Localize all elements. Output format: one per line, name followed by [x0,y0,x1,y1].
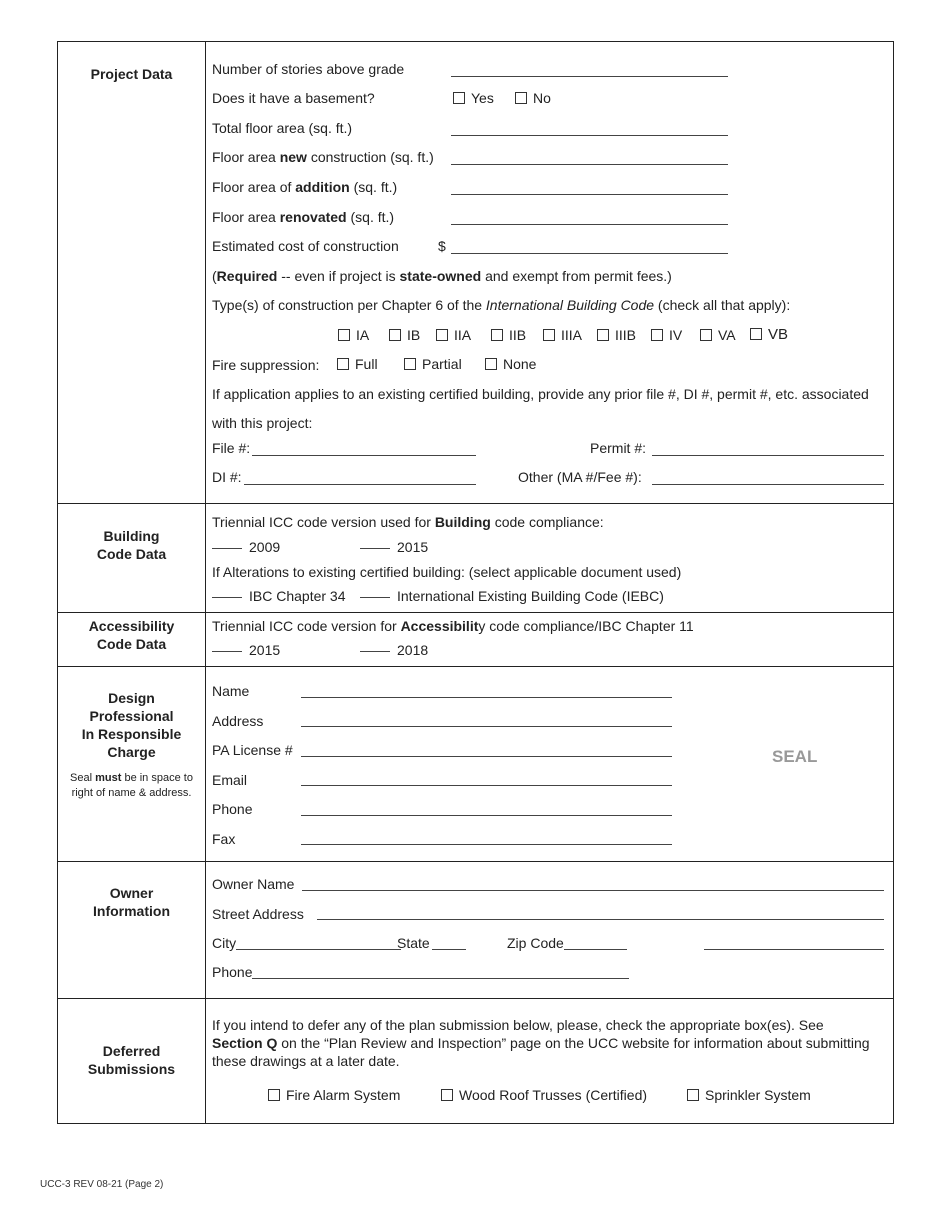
iebc-option[interactable]: International Existing Building Code (IEBC) [360,588,664,604]
designer-email-label: Email [212,772,248,788]
ucc-form [57,41,894,1124]
designer-name-field[interactable] [301,697,672,698]
required-note: (Required -- even if project is state-owned and exempt from permit fees.) [212,268,672,284]
checkbox-icon[interactable] [491,329,503,341]
owner-phone-label: Phone [212,964,253,980]
cost-field[interactable] [451,253,728,254]
checkbox-icon[interactable] [441,1089,453,1101]
designer-phone-label: Phone [212,801,253,817]
fire-none-option[interactable]: None [485,356,536,372]
form-footer: UCC-3 REV 08-21 (Page 2) [40,1179,164,1190]
basement-label: Does it have a basement? [212,90,375,106]
design-professional-label: Design Professional In Responsible Charge Seal must be in space to right of name & address. [58,667,206,861]
total-area-label: Total floor area (sq. ft.) [212,120,353,136]
blank-line[interactable] [212,548,242,549]
checkbox-icon[interactable] [485,358,497,370]
type-vb-option[interactable]: VB [750,326,788,343]
checkbox-icon[interactable] [750,328,762,340]
zip-code-field[interactable] [564,949,627,950]
designer-phone-field[interactable] [301,815,672,816]
deferred-text-2: Section Q on the “Plan Review and Inspection” page on the UCC website for information about submitting [212,1035,870,1051]
renovated-area-field[interactable] [451,224,728,225]
deferred-text-1: If you intend to defer any of the plan submission below, please, check the appropriate box(es). See [212,1017,824,1033]
owner-name-label: Owner Name [212,876,295,892]
construction-type-label: Type(s) of construction per Chapter 6 of the International Building Code (check all that apply): [212,297,791,313]
stories-label: Number of stories above grade [212,61,405,77]
basement-no-option[interactable]: No [515,90,551,106]
type-iia-option[interactable]: IIA [436,327,471,343]
blank-line[interactable] [360,548,390,549]
designer-name-label: Name [212,683,250,699]
type-iv-option[interactable]: IV [651,327,682,343]
owner-phone-field[interactable] [252,978,629,979]
sprinkler-system-option[interactable]: Sprinkler System [687,1087,811,1103]
blank-line[interactable] [212,651,242,652]
city-label: City [212,935,237,951]
fire-partial-option[interactable]: Partial [404,356,462,372]
designer-license-field[interactable] [301,756,672,757]
seal-area: SEAL [772,747,818,766]
designer-address-label: Address [212,713,264,729]
designer-license-label: PA License # [212,742,293,758]
permit-number-label: Permit #: [590,440,647,456]
other-number-field[interactable] [652,484,884,485]
street-address-label: Street Address [212,906,304,922]
building-version-2009-option[interactable]: 2009 [212,539,280,555]
building-code-label: Building Code Data [58,504,206,612]
checkbox-icon[interactable] [651,329,663,341]
seal-note: Seal must be in space to right of name & address. [70,772,193,799]
type-iib-option[interactable]: IIB [491,327,526,343]
city-field[interactable] [236,949,401,950]
state-label: State [397,935,430,951]
extra-field[interactable] [704,949,884,950]
wood-roof-trusses-option[interactable]: Wood Roof Trusses (Certified) [441,1087,647,1103]
type-ib-option[interactable]: IB [389,327,420,343]
other-number-label: Other (MA #/Fee #): [518,469,642,485]
renovated-area-label: Floor area renovated (sq. ft.) [212,209,395,225]
deferred-submissions-section [58,999,893,1123]
building-code-version-text: Triennial ICC code version used for Building code compliance: [212,514,604,530]
fire-suppression-label: Fire suppression: [212,357,320,373]
design-professional-section [58,667,893,862]
dollar-sign: $ [438,238,446,254]
addition-area-label: Floor area of addition (sq. ft.) [212,179,398,195]
total-area-field[interactable] [451,135,728,136]
designer-email-field[interactable] [301,785,672,786]
building-version-2015-option[interactable]: 2015 [360,539,428,555]
street-address-field[interactable] [317,919,884,920]
fire-alarm-option[interactable]: Fire Alarm System [268,1087,400,1103]
checkbox-icon[interactable] [543,329,555,341]
state-field[interactable] [432,949,466,950]
checkbox-icon[interactable] [436,329,448,341]
existing-building-text-2: with this project: [212,415,313,431]
type-iiib-option[interactable]: IIIB [597,327,636,343]
checkbox-icon[interactable] [268,1089,280,1101]
permit-number-field[interactable] [652,455,884,456]
cost-label: Estimated cost of construction [212,238,399,254]
blank-line[interactable] [360,597,390,598]
checkbox-icon[interactable] [687,1089,699,1101]
zip-code-label: Zip Code [507,935,564,951]
accessibility-version-text: Triennial ICC code version for Accessibility code compliance/IBC Chapter 11 [212,618,694,634]
stories-field[interactable] [451,76,728,77]
building-code-section [58,504,893,613]
checkbox-icon[interactable] [337,358,349,370]
basement-yes-option[interactable]: Yes [453,90,494,106]
ibc-chapter-34-option[interactable]: IBC Chapter 34 [212,588,346,604]
addition-area-field[interactable] [451,194,728,195]
blank-line[interactable] [360,651,390,652]
checkbox-icon[interactable] [404,358,416,370]
file-number-label: File #: [212,440,251,456]
new-area-field[interactable] [451,164,728,165]
new-area-label: Floor area new construction (sq. ft.) [212,149,434,165]
access-version-2015-option[interactable]: 2015 [212,642,280,658]
existing-building-text-1: If application applies to an existing certified building, provide any prior file #, DI #, permit #, etc. associated [212,386,869,402]
project-data-label: Project Data [58,42,206,503]
type-iiia-option[interactable]: IIIA [543,327,582,343]
checkbox-icon[interactable] [389,329,401,341]
file-number-field[interactable] [252,455,476,456]
alterations-text: If Alterations to existing certified building: (select applicable document used) [212,564,682,580]
project-data-section [58,42,893,504]
designer-fax-label: Fax [212,831,236,847]
di-number-field[interactable] [244,484,476,485]
accessibility-code-section [58,613,893,667]
type-va-option[interactable]: VA [700,327,736,343]
accessibility-code-label: Accessibility Code Data [58,613,206,666]
blank-line[interactable] [212,597,242,598]
di-number-label: DI #: [212,469,242,485]
checkbox-icon[interactable] [515,92,527,104]
type-ia-option[interactable]: IA [338,327,369,343]
deferred-submissions-label: Deferred Submissions [58,999,206,1123]
owner-information-label: Owner Information [58,862,206,998]
deferred-text-3: these drawings at a later date. [212,1053,400,1069]
designer-fax-field[interactable] [301,844,672,845]
fire-full-option[interactable]: Full [337,356,378,372]
access-version-2018-option[interactable]: 2018 [360,642,428,658]
owner-name-field[interactable] [302,890,884,891]
checkbox-icon[interactable] [453,92,465,104]
checkbox-icon[interactable] [597,329,609,341]
designer-address-field[interactable] [301,726,672,727]
owner-information-section [58,862,893,999]
checkbox-icon[interactable] [338,329,350,341]
checkbox-icon[interactable] [700,329,712,341]
